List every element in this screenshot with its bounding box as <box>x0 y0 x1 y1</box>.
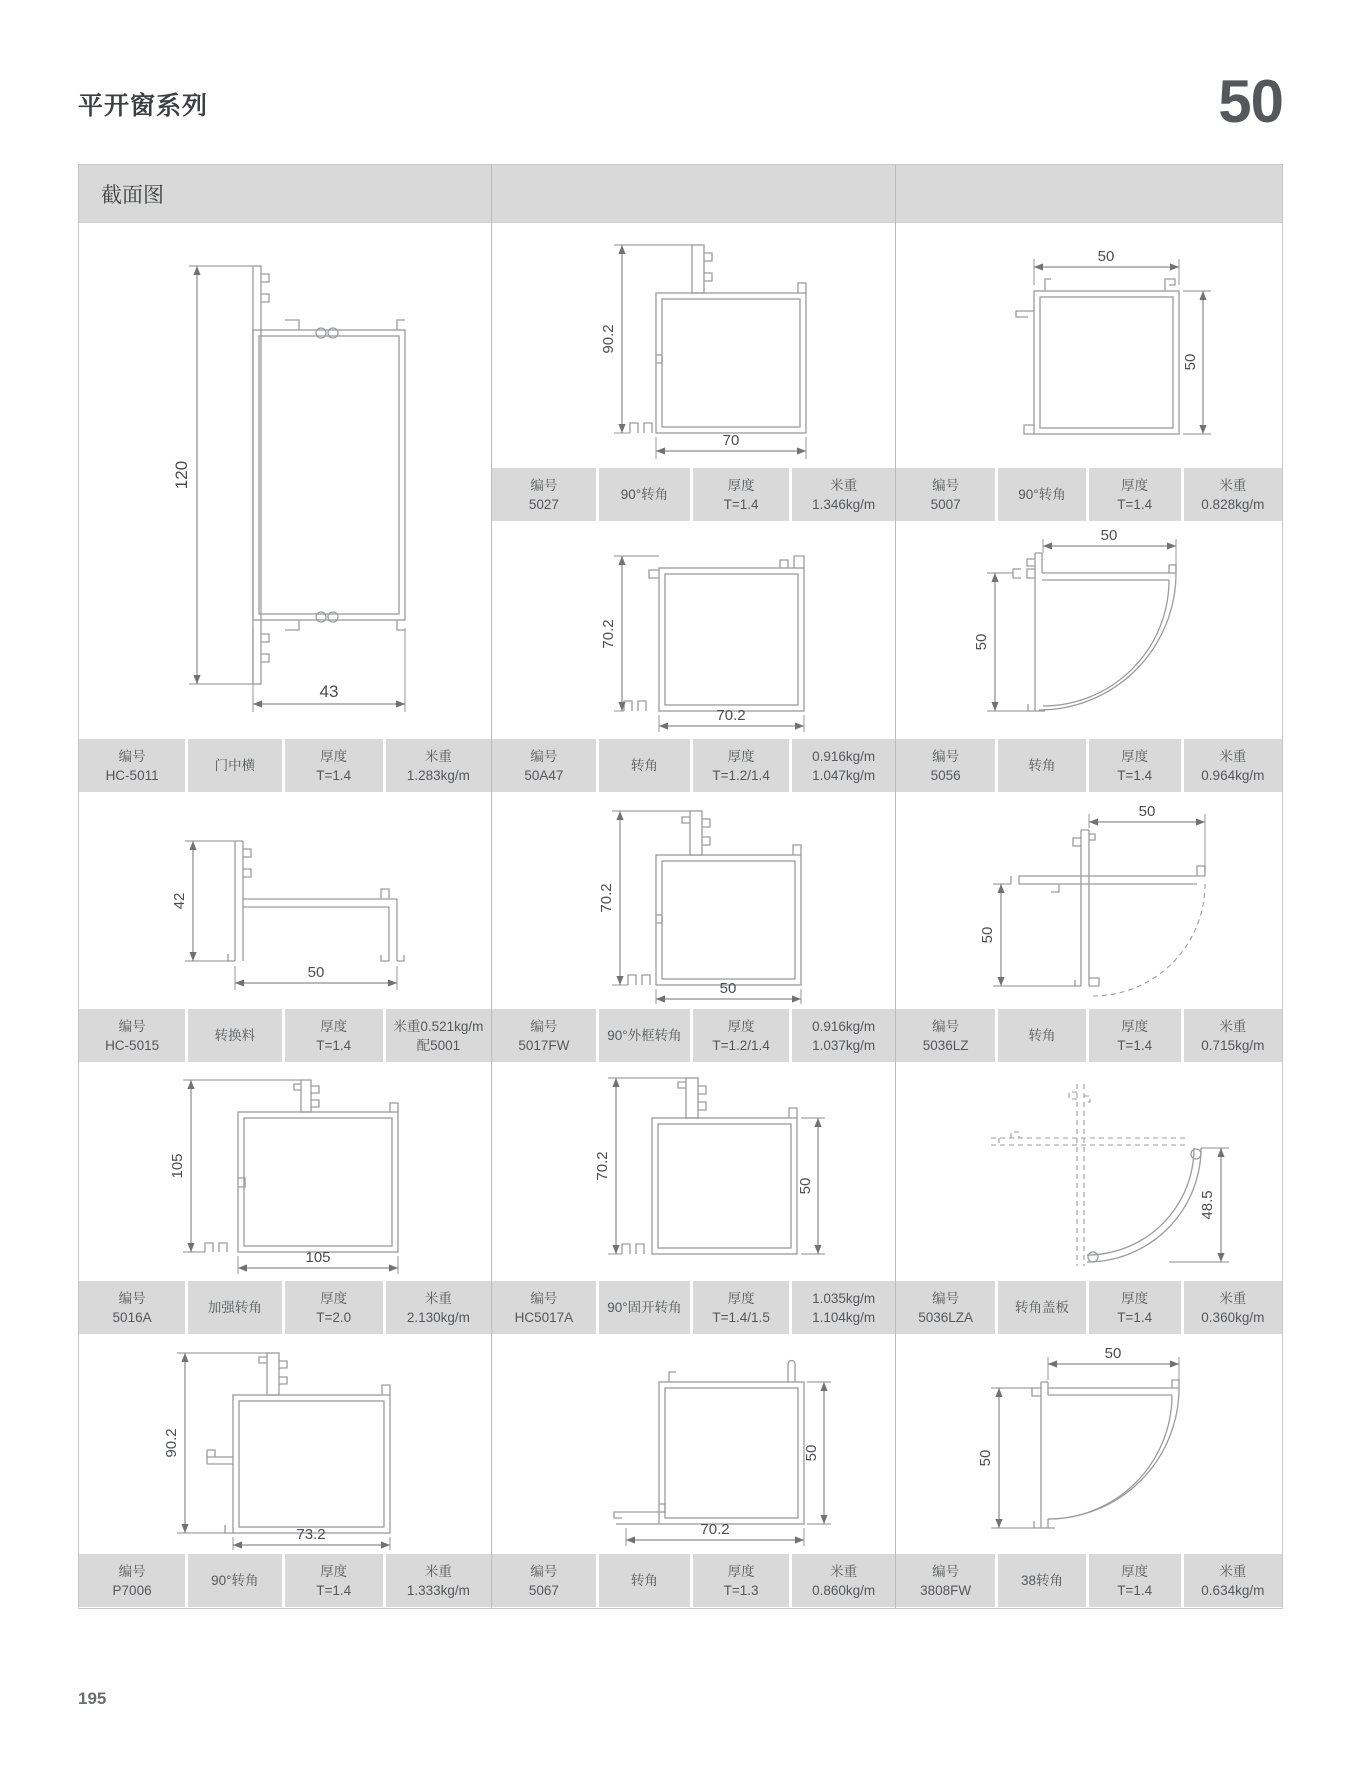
thickness-cell: 厚度 T=2.0 <box>285 1281 383 1334</box>
profile-drawing-5036lza-svg <box>939 1066 1239 1278</box>
thickness-cell: 厚度 T=1.4/1.5 <box>693 1281 789 1334</box>
dim-label: 70.2 <box>599 619 617 649</box>
section-header-label: 截面图 <box>101 183 164 207</box>
thickness-cell: 厚度 T=1.4 <box>1089 1281 1181 1334</box>
dim-label: 48.5 <box>1199 1189 1216 1220</box>
name-cell: 转角盖板 <box>998 1281 1085 1334</box>
info-strip-5056 <box>896 738 1282 793</box>
dim-label: 70.2 <box>593 1150 611 1181</box>
drawing-5027 <box>492 223 895 467</box>
section-header-cell-2 <box>492 165 895 223</box>
info-strip-p7006 <box>79 1553 491 1608</box>
profile-drawing-3808fw-svg <box>939 1338 1239 1550</box>
info-strip-50a47 <box>492 738 895 793</box>
drawing-5067 <box>492 1335 895 1553</box>
weight-cell: 米重 0.360kg/m <box>1184 1281 1282 1334</box>
thickness-cell: 厚度 T=1.2/1.4 <box>693 739 789 792</box>
dim-label: 50 <box>802 1444 820 1462</box>
profile-drawing-50a47-svg <box>544 526 844 734</box>
info-strip-5007 <box>896 467 1282 522</box>
dim-label: 70.2 <box>699 1521 730 1538</box>
weight-cell: 米重 1.283kg/m <box>386 739 491 792</box>
table-column-3 <box>895 165 1282 1608</box>
dim-label: 50 <box>1100 527 1118 544</box>
dim-label: 50 <box>1104 1345 1122 1362</box>
dim-label: 70.2 <box>597 882 615 913</box>
info-strip-hc5011 <box>79 738 491 793</box>
drawing-hc5017a <box>492 1063 895 1280</box>
info-strip-5016a <box>79 1280 491 1335</box>
info-strip-hc5017a <box>492 1280 895 1335</box>
weight-cell: 米重 1.333kg/m <box>386 1554 491 1607</box>
code-cell: 编号 5016A <box>79 1281 185 1334</box>
dim-label: 73.2 <box>296 1525 326 1543</box>
weight-cell: 米重 1.346kg/m <box>792 468 895 521</box>
code-cell: 编号 5017FW <box>492 1009 596 1062</box>
dim-label: 50 <box>307 964 325 981</box>
section-header-cell <box>79 165 491 223</box>
code-cell: 编号 P7006 <box>79 1554 185 1607</box>
code-cell: 编号 50A47 <box>492 739 596 792</box>
thickness-cell: 厚度 T=1.4 <box>1089 1554 1181 1607</box>
dim-label: 50 <box>1182 353 1199 371</box>
weight-cell: 1.035kg/m 1.104kg/m <box>792 1281 895 1334</box>
info-strip-hc5015 <box>79 1008 491 1063</box>
dim-label: 70.2 <box>715 707 746 724</box>
dim-label: 120 <box>172 460 191 489</box>
code-cell: 编号 5067 <box>492 1554 596 1607</box>
code-cell: 编号 5036LZ <box>896 1009 995 1062</box>
dim-label: 50 <box>973 633 990 651</box>
table-column-1 <box>79 165 491 1608</box>
profile-drawing-5067-svg <box>544 1338 844 1550</box>
drawing-5007 <box>896 223 1282 467</box>
weight-cell: 0.916kg/m 1.047kg/m <box>792 739 895 792</box>
profile-drawing-5007-svg <box>939 229 1239 461</box>
drawing-5016a <box>79 1063 491 1280</box>
dim-label: 90.2 <box>163 1427 180 1458</box>
weight-cell: 米重 2.130kg/m <box>386 1281 491 1334</box>
dim-label: 50 <box>977 1449 994 1467</box>
thickness-cell: 厚度 T=1.4 <box>693 468 789 521</box>
weight-cell: 米重 0.860kg/m <box>792 1554 895 1607</box>
drawing-5056 <box>896 522 1282 738</box>
thickness-cell: 厚度 T=1.4 <box>1089 468 1181 521</box>
profile-drawing-5016a-svg <box>135 1066 435 1278</box>
weight-cell: 米重 0.828kg/m <box>1184 468 1282 521</box>
weight-cell: 米重0.521kg/m 配5001 <box>386 1009 491 1062</box>
dim-label: 90.2 <box>599 324 617 354</box>
name-cell: 90°转角 <box>188 1554 281 1607</box>
drawing-5036lza <box>896 1063 1282 1280</box>
profile-drawing-hc5011-svg <box>135 236 435 726</box>
profile-drawing-p7006-svg <box>135 1337 435 1552</box>
name-cell: 38转角 <box>998 1554 1085 1607</box>
profile-drawing-hc5017a-svg <box>544 1066 844 1278</box>
dim-label: 43 <box>319 681 339 701</box>
series-number: 50 <box>1218 68 1283 135</box>
code-cell: 编号 5056 <box>896 739 995 792</box>
drawing-p7006 <box>79 1335 491 1553</box>
name-cell: 门中横 <box>188 739 281 792</box>
dim-label: 42 <box>171 892 188 910</box>
page-footer <box>78 1689 1283 1709</box>
catalog-table <box>78 164 1283 1609</box>
code-cell: 编号 HC-5011 <box>79 739 185 792</box>
name-cell: 转换料 <box>188 1009 281 1062</box>
dim-label: 105 <box>169 1152 186 1179</box>
drawing-5017fw <box>492 793 895 1008</box>
info-strip-5036lza <box>896 1280 1282 1335</box>
page-header <box>78 68 1283 164</box>
thickness-cell: 厚度 T=1.3 <box>693 1554 789 1607</box>
dim-label: 50 <box>796 1177 814 1194</box>
thickness-cell: 厚度 T=1.4 <box>1089 739 1181 792</box>
profile-drawing-5056-svg <box>939 525 1239 735</box>
dim-label: 50 <box>719 979 736 997</box>
drawing-3808fw <box>896 1335 1282 1553</box>
info-strip-5067 <box>492 1553 895 1608</box>
thickness-cell: 厚度 T=1.4 <box>285 1009 383 1062</box>
thickness-cell: 厚度 T=1.4 <box>285 1554 383 1607</box>
dim-label: 50 <box>979 926 996 944</box>
profile-drawing-5036lz-svg <box>939 798 1239 1003</box>
info-strip-3808fw <box>896 1553 1282 1608</box>
thickness-cell: 厚度 T=1.4 <box>285 739 383 792</box>
profile-drawing-5027-svg <box>544 229 844 461</box>
code-cell: 编号 3808FW <box>896 1554 995 1607</box>
thickness-cell: 厚度 T=1.2/1.4 <box>693 1009 789 1062</box>
weight-cell: 米重 0.634kg/m <box>1184 1554 1282 1607</box>
thickness-cell: 厚度 T=1.4 <box>1089 1009 1181 1062</box>
name-cell: 转角 <box>998 1009 1085 1062</box>
name-cell: 加强转角 <box>188 1281 281 1334</box>
info-strip-5027 <box>492 467 895 522</box>
name-cell: 90°转角 <box>998 468 1085 521</box>
drawing-hc5011 <box>79 223 491 738</box>
page-number: 195 <box>78 1689 107 1708</box>
name-cell: 90°外框转角 <box>599 1009 690 1062</box>
drawing-50a47 <box>492 522 895 738</box>
dim-label: 50 <box>1138 803 1156 820</box>
weight-cell: 0.916kg/m 1.037kg/m <box>792 1009 895 1062</box>
name-cell: 转角 <box>599 739 690 792</box>
table-column-2 <box>491 165 895 1608</box>
drawing-5036lz <box>896 793 1282 1008</box>
code-cell: 编号 5036LZA <box>896 1281 995 1334</box>
code-cell: 编号 5007 <box>896 468 995 521</box>
profile-drawing-5017fw-svg <box>544 797 844 1005</box>
code-cell: 编号 5027 <box>492 468 596 521</box>
name-cell: 转角 <box>998 739 1085 792</box>
section-header-cell-3 <box>896 165 1282 223</box>
name-cell: 转角 <box>599 1554 690 1607</box>
weight-cell: 米重 0.715kg/m <box>1184 1009 1282 1062</box>
info-strip-5036lz <box>896 1008 1282 1063</box>
code-cell: 编号 HC-5015 <box>79 1009 185 1062</box>
series-title: 平开窗系列 <box>78 92 209 120</box>
weight-cell: 米重 0.964kg/m <box>1184 739 1282 792</box>
info-strip-5017fw <box>492 1008 895 1063</box>
drawing-hc5015 <box>79 793 491 1008</box>
name-cell: 90°转角 <box>599 468 690 521</box>
dim-label: 105 <box>305 1248 331 1266</box>
code-cell: 编号 HC5017A <box>492 1281 596 1334</box>
profile-drawing-hc5015-svg <box>135 803 435 998</box>
dim-label: 50 <box>1097 248 1115 265</box>
dim-label: 70 <box>722 432 739 449</box>
name-cell: 90°固开转角 <box>599 1281 690 1334</box>
